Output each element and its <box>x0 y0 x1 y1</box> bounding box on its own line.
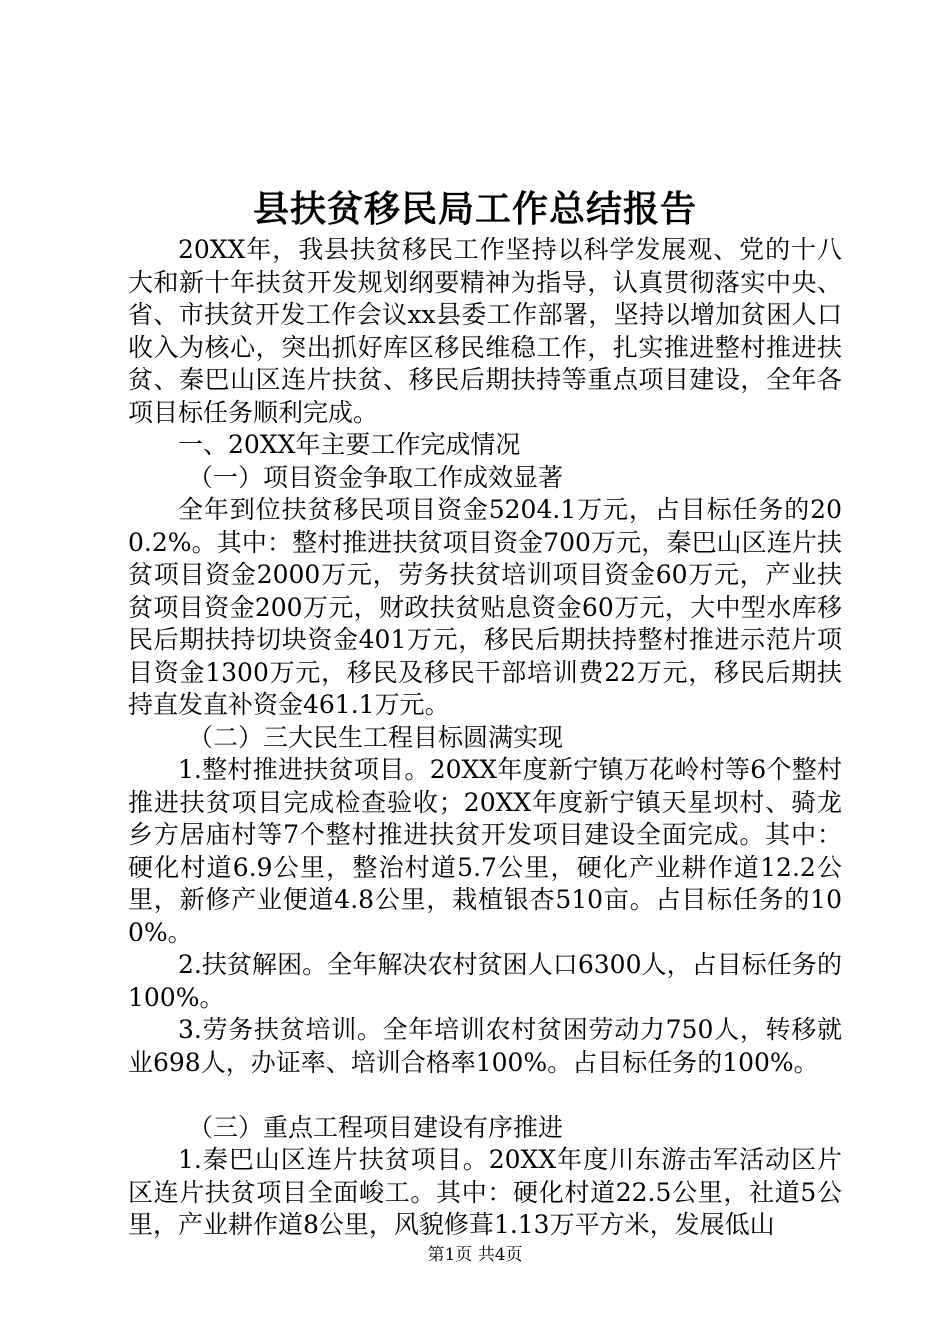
subsection-heading-1: （一）项目资金争取工作成效显著 <box>188 462 564 492</box>
document-body <box>128 234 842 1242</box>
page-footer: 第1页 共4页 <box>427 1245 523 1265</box>
subsection-heading-3: （三）重点工程项目建设有序推进 <box>188 1112 564 1142</box>
intro-paragraph: 20XX年，我县扶贫移民工作坚持以科学发展观、党的十八大和新十年扶贫开发规划纲要精神为指导，认真贯彻落实中央、省、市扶贫开发工作会议xx县委工作部署，坚持以增加贫困人口收入为核心，突出抓好库区移民维稳工作，扎实推进整村推进扶贫、秦巴山区连片扶贫、移民后期扶持等重点项目建设，全年各项目标任务顺利完成。 <box>128 235 842 427</box>
labor-training-paragraph: 3.劳务扶贫培训。全年培训农村贫困劳动力750人，转移就业698人，办证率、培训合格率100%。占目标任务的100%。 <box>128 1015 842 1077</box>
subsection-heading-2: （二）三大民生工程目标圆满实现 <box>188 722 564 752</box>
village-project-paragraph: 1.整村推进扶贫项目。20XX年度新宁镇万花岭村等6个整村推进扶贫项目完成检查验收；20XX年度新宁镇天星坝村、骑龙乡方居庙村等7个整村推进扶贫开发项目建设全面完成。其中：硬化村道6.9公里，整治村道5.7公里，硬化产业耕作道12.2公里，新修产业便道4.8公里，栽植银杏510亩。占目标任务的100%。 <box>128 755 842 947</box>
qinba-project-paragraph: 1.秦巴山区连片扶贫项目。20XX年度川东游击军活动区片区连片扶贫项目全面峻工。其中：硬化村道22.5公里，社道5公里，产业耕作道8公里，风貌修葺1.13万平方米，发展低山 <box>128 1145 842 1239</box>
document-title: 县扶贫移民局工作总结报告 <box>252 188 697 230</box>
poverty-relief-paragraph: 2.扶贫解困。全年解决农村贫困人口6300人，占目标任务的100%。 <box>128 950 842 1012</box>
section-heading-1: 一、20XX年主要工作完成情况 <box>178 430 521 459</box>
paragraph-gap <box>128 1079 842 1112</box>
funding-paragraph: 全年到位扶贫移民项目资金5204.1万元，占目标任务的200.2%。其中：整村推进扶贫项目资金700万元，秦巴山区连片扶贫项目资金2000万元，劳务扶贫培训项目资金60万元，产业扶贫项目资金200万元，财政扶贫贴息资金60万元，大中型水库移民后期扶持切块资金401万元，移民后期扶持整村推进示范片项目资金1300万元，移民及移民干部培训费22万元，移民后期扶持直发直补资金461.1万元。 <box>128 495 842 719</box>
